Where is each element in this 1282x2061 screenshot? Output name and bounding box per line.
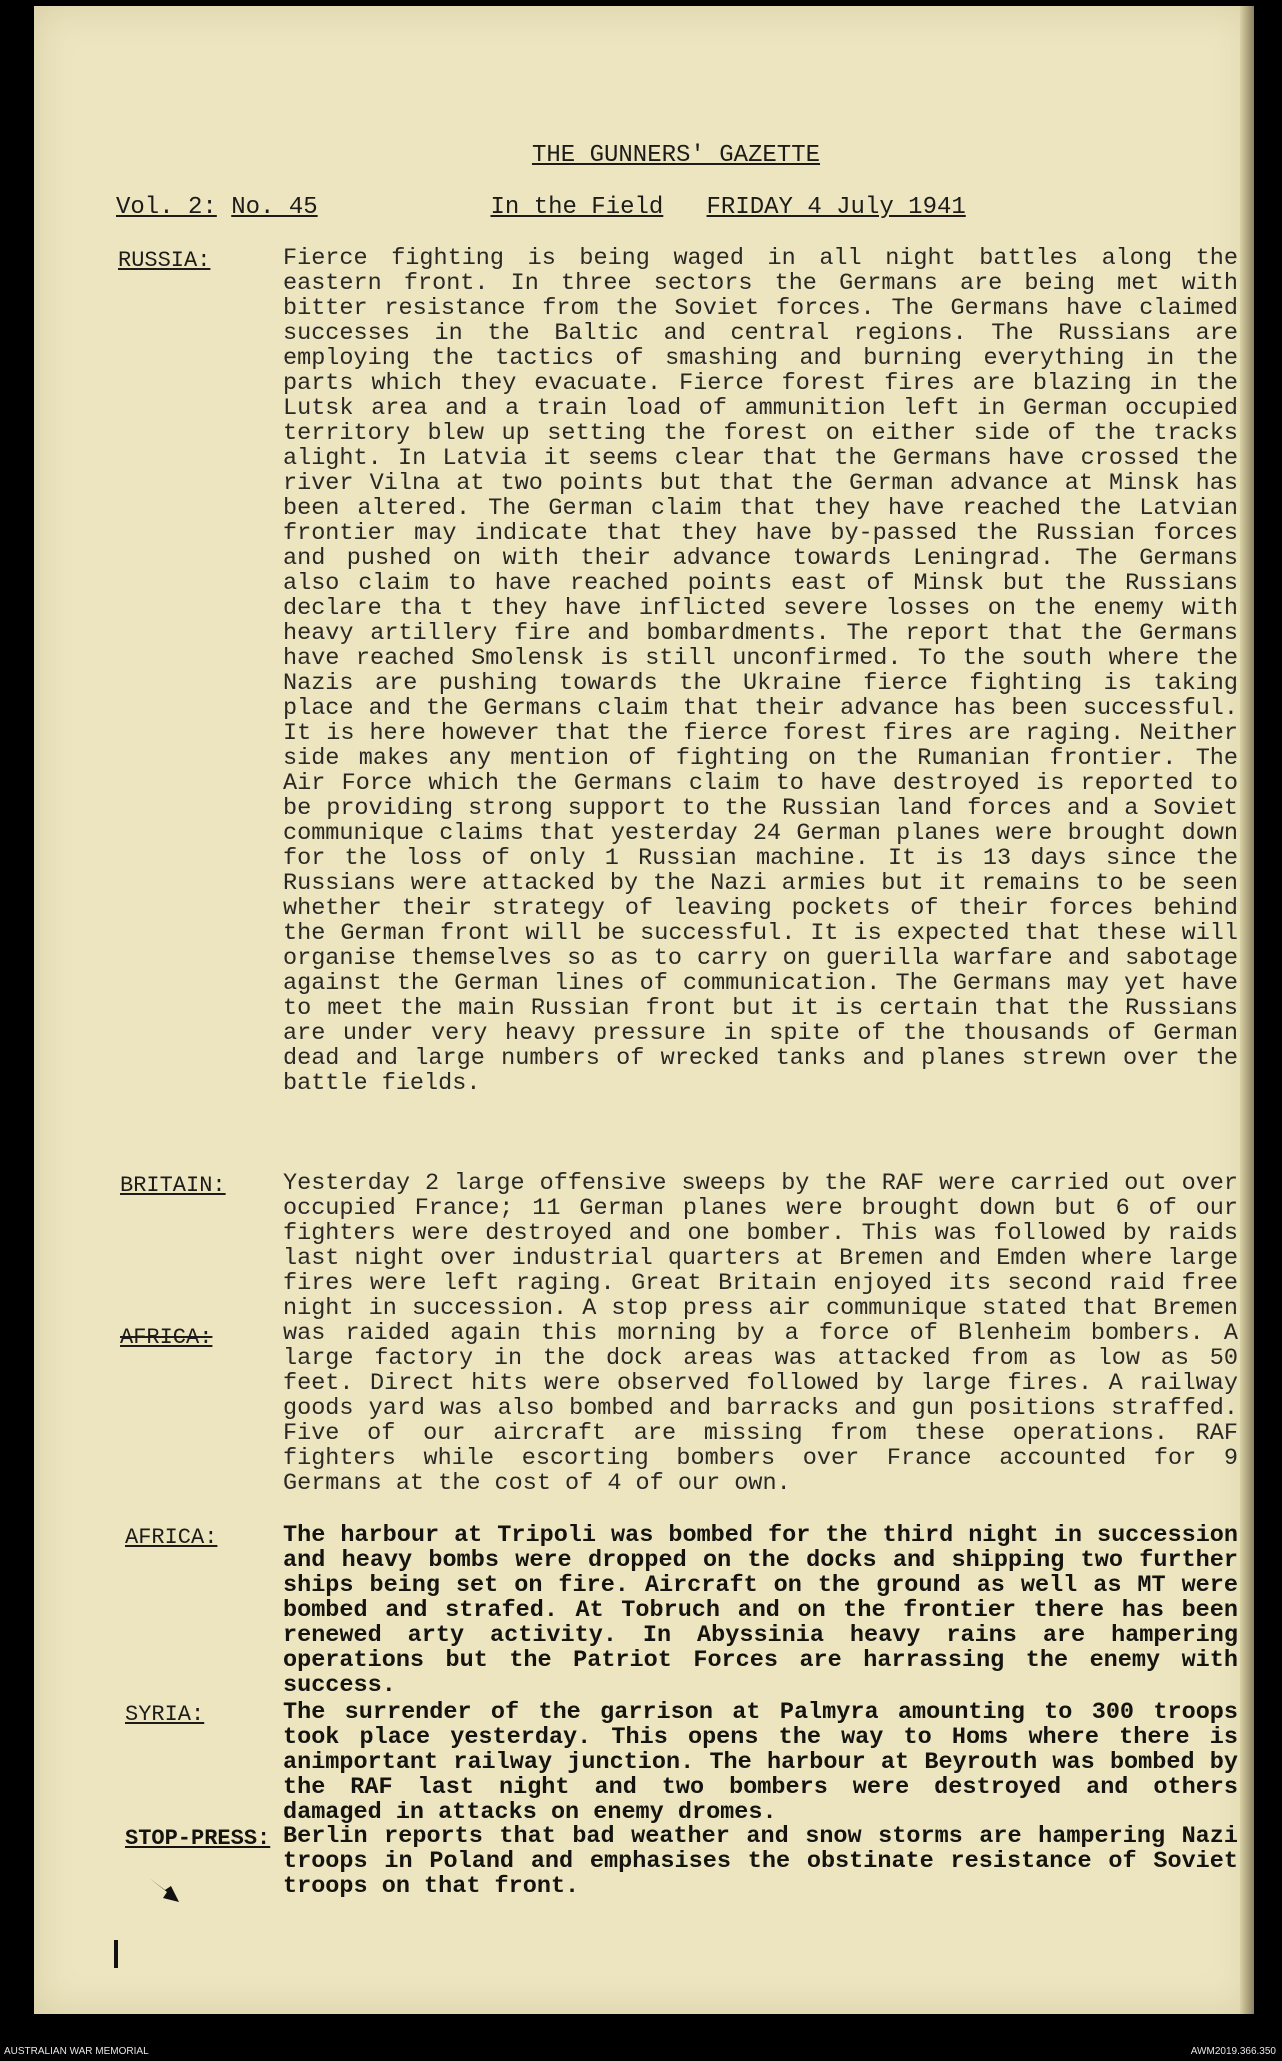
hand-arrow-mark xyxy=(145,1872,185,1906)
issue-line xyxy=(116,194,1196,221)
section-text-syria: The surrender of the garrison at Palmyra amounting to 300 troops took place yesterday. This opens the way to Homs where there is animportant railway junction. The harbour at Beyrouth was bombed by the RAF last night and two bombers were destroyed and others damaged in attacks on enemy dromes. xyxy=(283,1699,1238,1826)
volume-number: Vol. 2: xyxy=(116,194,217,221)
section-label-africa: AFRICA: xyxy=(125,1525,218,1550)
section-text-stop-press: Berlin reports that bad weather and snow storms are hampering Nazi troops in Poland and emphasises the obstinate resistance of Soviet troops on that front. xyxy=(283,1823,1238,1900)
section-text-britain: Yesterday 2 large offensive sweeps by the RAF were carried out over occupied France; 11 German planes were brought down but 6 of our fighters were destroyed and one bomber. This was followed by raids last night over industrial quarters at Bremen and Emden where large fires were left raging. Great Britain enjoyed its second raid free night in succession. A stop press air communique stated that Bremen was raided again this morning by a force of Blenheim bombers. A large factory in the dock areas was attacked from as low as 50 feet. Direct hits were observed followed by large fires. A railway goods yard was also bombed and barracks and gun positions straffed. Five of our aircraft are missing from these operations. RAF fighters while escorting bombers over France accounted for 9 Germans at the cost of 4 of our own. xyxy=(283,1170,1238,1497)
issue-date: FRIDAY 4 July 1941 xyxy=(706,194,966,221)
gazette-title: THE GUNNERS' GAZETTE xyxy=(531,142,821,169)
section-text-russia: Fierce fighting is being waged in all night battles along the eastern front. In three sectors the Germans are being met with bitter resistance from the Soviet forces. The Germans have claimed successes in the Baltic and central regions. The Russians are employing the tactics of smashing and burning everything in the parts which they evacuate. Fierce forest fires are blazing in the Lutsk area and a train load of ammunition left in German occupied territory blew up setting the forest on either side of the tracks alight. In Latvia it seems clear that the Germans have crossed the river Vilna at two points but that the German advance at Minsk has been altered. The German claim that they have reached the Latvian frontier may indicate that they have by-passed the Russian forces and pushed on with their advance towards Leningrad. The Germans also claim to have reached points east of Minsk but the Russians declare tha t they have inflicted severe losses on the enemy with heavy artillery fire and bombardments. The report that the Germans have reached Smolensk is still unconfirmed. To the south where the Nazis are pushing towards the Ukraine fierce fighting is taking place and the Germans claim that their advance has been successful. It is here however that the fierce forest fires are raging. Neither side makes any mention of fighting on the Rumanian frontier. The Air Force which the Germans claim to have destroyed is reported to be providing strong support to the Russian land forces and a Soviet communique claims that yesterday 24 German planes were brought down for the loss of only 1 Russian machine. It is 13 days since the Russians were attacked by the Nazi armies but it remains to be seen whether their strategy of leaving pockets of their forces behind the German front will be successful. It is expected that these will organise themselves so as to carry on guerilla warfare and sabotage against the German lines of communication. The Germans may yet have to meet the main Russian front but it is certain that the Russians are under very heavy pressure in spite of the thousands of German dead and large numbers of wrecked tanks and planes strewn over the battle fields. xyxy=(283,245,1238,1097)
section-label-stop-press: STOP-PRESS: xyxy=(125,1826,271,1851)
section-label-struck: AFRICA: xyxy=(120,1325,213,1350)
section-label-britain: BRITAIN: xyxy=(120,1173,226,1198)
section-label-syria: SYRIA: xyxy=(125,1702,205,1727)
issue-number: No. 45 xyxy=(231,194,318,221)
section-text-africa: The harbour at Tripoli was bombed for the third night in succession and heavy bombs were dropped on the docks and shipping two further ships being set on fire. Aircraft on the ground as well as MT were bombed and strafed. At Tobruch and on the frontier there has been renewed arty activity. In Abyssinia heavy rains are hampering operations but the Patriot Forces are harrassing the enemy with success. xyxy=(283,1522,1238,1699)
ink-tick-mark xyxy=(114,1940,118,1968)
section-label-russia: RUSSIA: xyxy=(118,248,211,273)
page-edge xyxy=(1240,6,1254,2014)
footer-left: AUSTRALIAN WAR MEMORIAL xyxy=(4,2046,149,2057)
footer-right: AWM2019.366.350 xyxy=(1190,2046,1276,2057)
issue-place: In the Field xyxy=(490,194,664,221)
